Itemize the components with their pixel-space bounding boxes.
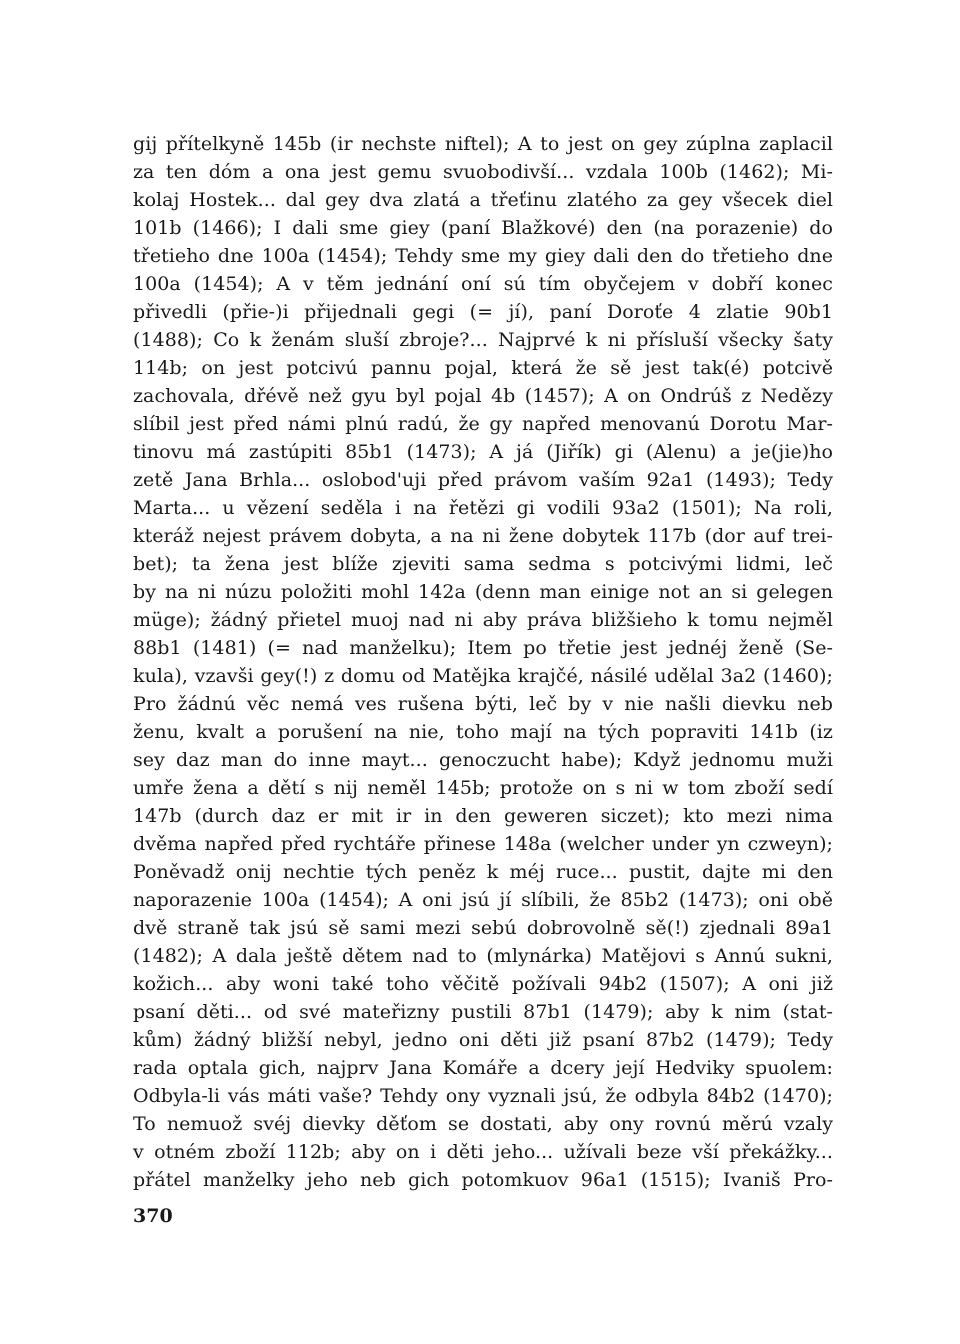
text-line: gij přítelkyně 145b (ir nechste niftel); A to jest on gey zúplna zaplacil [133,133,833,155]
page-number: 370 [133,1205,173,1227]
text-line: v otném zboží 112b; aby on i děti jeho... užívali beze vší překážky... [133,1141,833,1163]
text-line: kula), vzavši gey(!) z domu od Matějka krajčé, násilé udělal 3a2 (1460); [133,665,833,687]
text-line: Pro žádnú věc nemá ves rušena býti, leč by v nie našli dievku neb [133,693,833,715]
text-line: (1482); A dala ještě dětem nad to (mlynárka) Matějovi s Annú sukni, [133,945,833,967]
text-line: 101b (1466); I dali sme giey (paní Blažkové) den (na porazenie) do [133,217,833,239]
text-line: 88b1 (1481) (= nad manželku); Item po třetie jest jednéj ženě (Se- [133,637,833,659]
text-line: by na ni núzu položiti mohl 142a (denn man einige not an si gelegen [133,581,833,603]
text-line: dvěma napřed před rychtáře přinese 148a (welcher under yn czweyn); [133,833,833,855]
text-line: kteráž nejest právem dobyta, a na ni žene dobytek 117b (dor auf trei- [133,525,833,547]
text-line: naporazenie 100a (1454); A oni jsú jí slíbili, že 85b2 (1473); oni obě [133,889,833,911]
text-line: Poněvadž onij nechtie tých peněz k méj ruce... pustit, dajte mi den [133,861,833,883]
text-line: přivedli (přie-)i přijednali gegi (= jí), paní Doroťe 4 zlatie 90b1 [133,301,833,323]
text-line: za ten dóm a ona jest gemu svuobodivší... vzdala 100b (1462); Mi- [133,161,833,183]
text-line: rada optala gich, najprv Jana Komáře a dcery její Hedviky spuolem: [133,1057,833,1079]
text-line: slíbil jest před námi plnú radú, že gy napřed menovanú Dorotu Mar- [133,413,833,435]
text-line: kožich... aby woni také toho věčitě požívali 94b2 (1507); A oni již [133,973,833,995]
body-text [133,130,833,1194]
text-line: 114b; on jest potcivú pannu pojal, která že sě jest tak(é) potcivě [133,357,833,379]
text-line: sey daz man do inne mayt... genoczucht habe); Když jednomu muži [133,749,833,771]
text-line: 147b (durch daz er mit ir in den geweren siczet); kto mezi nima [133,805,833,827]
text-line: kům) žádný bližší nebyl, jedno oni děti již psaní 87b2 (1479); Tedy [133,1029,833,1051]
text-line: (1488); Co k ženám sluší zbroje?... Najprvé k ni přísluší všecky šaty [133,329,833,351]
text-line: přátel manželky jeho neb gich potomkuov 96a1 (1515); Ivaniš Pro- [133,1169,833,1191]
text-line: Odbyla-li vás máti vaše? Tehdy ony vyznali jsú, že odbyla 84b2 (1470); [133,1085,833,1107]
text-line: kolaj Hostek... dal gey dva zlatá a třeťinu zlatého za gey všecek diel [133,189,833,211]
text-line: bet); ta žena jest blíže zjeviti sama sedma s potcivými lidmi, leč [133,553,833,575]
text-line: tinovu má zastúpiti 85b1 (1473); A já (Jiřík) gi (Alenu) a je(jie)ho [133,441,833,463]
text-line: zetě Jana Brhla... oslobod'uji před právom vaším 92a1 (1493); Tedy [133,469,833,491]
text-line: dvě straně tak jsú sě sami mezi sebú dobrovolně sě(!) zjednali 89a1 [133,917,833,939]
text-line: 100a (1454); A v těm jednání oní sú tím obyčejem v dobří konec [133,273,833,295]
text-line: třetieho dne 100a (1454); Tehdy sme my giey dali den do třetieho dne [133,245,833,267]
text-line: psaní děti... od své mateřizny pustili 87b1 (1479); aby k nim (stat- [133,1001,833,1023]
text-line: To nemuož svéj dievky děťom se dostati, aby ony rovnú měrú vzaly [133,1113,833,1135]
text-line: müge); žádný přietel muoj nad ni aby práva bližšieho k tomu nejměl [133,609,833,631]
text-line: zachovala, dřévě než gyu byl pojal 4b (1457); A on Ondrúš z Nedězy [133,385,833,407]
text-line: umře žena a dětí s nij neměl 145b; protože on s ni w tom zboží sedí [133,777,833,799]
text-line: Marta... u vězení seděla i na řetězi gi vodili 93a2 (1501); Na roli, [133,497,833,519]
text-line: ženu, kvalt a porušení na nie, toho mají na tých popraviti 141b (iz [133,721,833,743]
